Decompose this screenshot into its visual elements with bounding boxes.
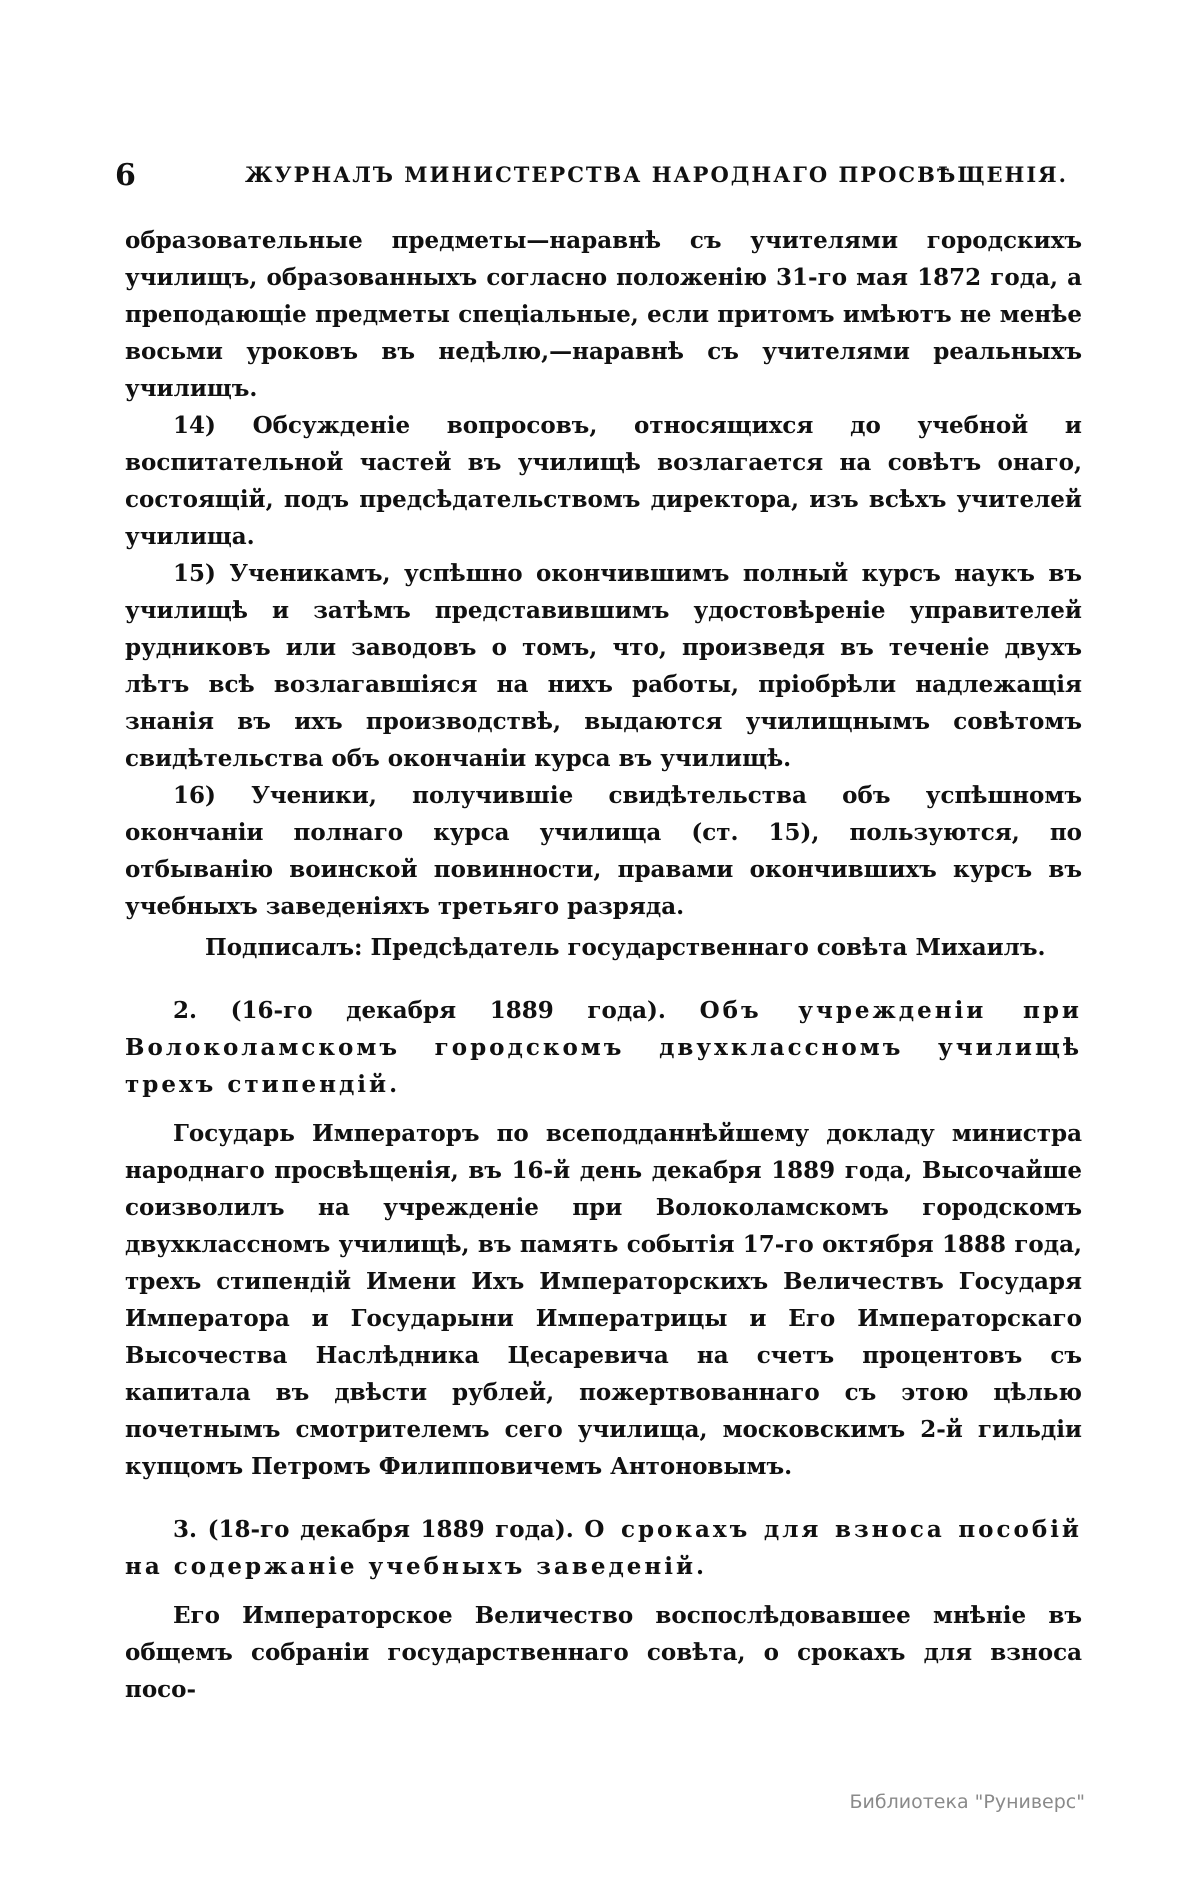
- paragraph-article-14: 14) Обсужденіе вопросовъ, относящихся до учебной и воспитательной частей въ училищѣ возлагается на совѣтъ онаго, состоящій, подъ предсѣдательствомъ директора, изъ всѣхъ учителей училища.: [125, 412, 1082, 550]
- paragraph-article-16: 16) Ученики, получившіе свидѣтельства объ успѣшномъ окончаніи полнаго курса училища (ст. 15), пользуются, по отбыванію воинской повинности, правами окончившихъ курсъ въ учебныхъ заведеніяхъ третьяго разряда.: [125, 782, 1082, 920]
- section-2-heading: [125, 992, 1082, 1103]
- section-2-number: 2. (16-го декабря 1889 года).: [173, 997, 666, 1024]
- paragraph-article-15: 15) Ученикамъ, успѣшно окончившимъ полный курсъ наукъ въ училищѣ и затѣмъ представившимъ удостовѣреніе управителей рудниковъ или заводовъ о томъ, что, произведя въ теченіе двухъ лѣтъ всѣ возлагавшіяся на нихъ работы, пріобрѣли надлежащія знанія въ ихъ производствѣ, выдаются училищнымъ совѣтомъ свидѣтельства объ окончаніи курса въ училищѣ.: [125, 560, 1082, 772]
- page-number: 6: [115, 158, 136, 193]
- paragraph-section-3: Его Императорское Величество воспослѣдовавшее мнѣніе въ общемъ собраніи государственнаго совѣта, о срокахъ для взноса посо-: [125, 1602, 1082, 1703]
- signature-line: Подписалъ: Предсѣдатель государственнаго совѣта Михаилъ.: [205, 934, 1046, 961]
- section-3-title: О срокахъ для взноса пособій на содержаніе учебныхъ заведеній.: [125, 1516, 1082, 1580]
- section-3-heading: [125, 1511, 1082, 1585]
- page-header: [115, 158, 1080, 198]
- library-watermark: Библиотека "Руниверс": [849, 1791, 1085, 1813]
- paragraph-continuation: образовательные предметы—наравнѣ съ учителями городскихъ училищъ, образованныхъ согласно положенію 31-го мая 1872 года, а преподающіе предметы спеціальные, если притомъ имѣютъ не менѣе восьми уроковъ въ недѣлю,—наравнѣ съ учителями реальныхъ училищъ.: [125, 227, 1082, 402]
- section-3-number: 3. (18-го декабря 1889 года).: [173, 1516, 574, 1543]
- section-2-title: Объ учрежденіи при Волоколамскомъ городскомъ двухклассномъ училищѣ трехъ стипендій.: [125, 997, 1082, 1098]
- paragraph-section-2: Государь Императоръ по всеподданнѣйшему докладу министра народнаго просвѣщенія, въ 16-й день декабря 1889 года, Высочайше соизволилъ на учрежденіе при Волоколамскомъ городскомъ двухклассномъ училищѣ, въ память событія 17-го октября 1888 года, трехъ стипендій Имени Ихъ Императорскихъ Величествъ Государя Императора и Государыни Императрицы и Его Императорскаго Высочества Наслѣдника Цесаревича на счетъ процентовъ съ капитала въ двѣсти рублей, пожертвованнаго съ этою цѣлью почетнымъ смотрителемъ сего училища, московскимъ 2-й гильдіи купцомъ Петромъ Филипповичемъ Антоновымъ.: [125, 1120, 1082, 1480]
- running-title: ЖУРНАЛЪ МИНИСТЕРСТВА НАРОДНАГО ПРОСВѢЩЕНІЯ.: [245, 162, 1068, 187]
- body-text: [125, 222, 1082, 1708]
